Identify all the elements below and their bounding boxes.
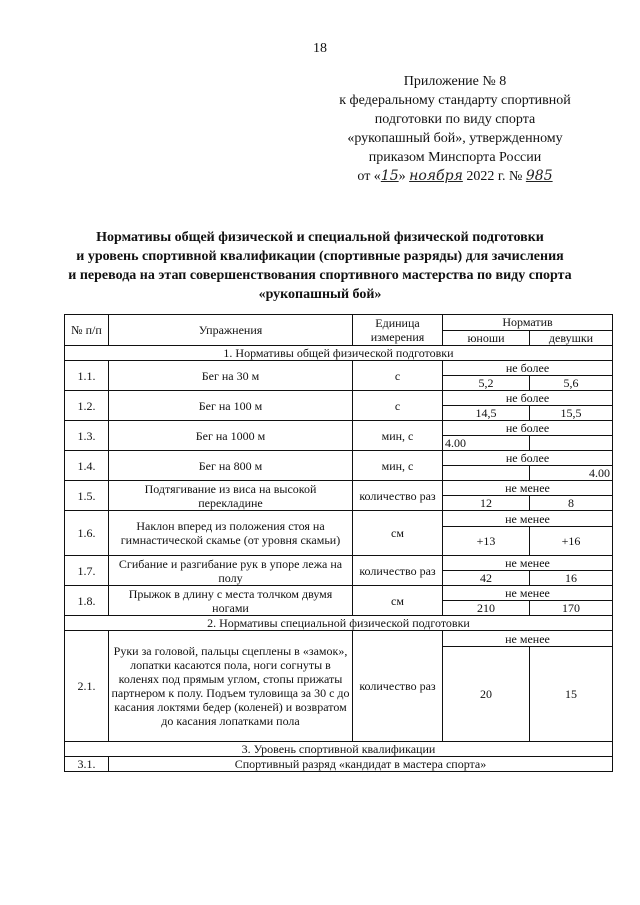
row-boys-value: 14,5	[443, 406, 530, 421]
row-girls-value: 170	[530, 601, 613, 616]
row-girls-value: 15,5	[530, 406, 613, 421]
row-condition: не менее	[443, 631, 613, 647]
row-boys-value	[443, 466, 530, 481]
section-heading: 1. Нормативы общей физической подготовки	[65, 346, 613, 361]
row-girls-value: 16	[530, 571, 613, 586]
row-unit: с	[353, 361, 443, 391]
row-unit: см	[353, 511, 443, 556]
row-qualification: Спортивный разряд «кандидат в мастера спорта»	[109, 757, 613, 772]
row-girls-value: +16	[530, 527, 613, 556]
date-day: 15	[380, 168, 399, 184]
document-title	[40, 228, 600, 304]
row-unit: количество раз	[353, 556, 443, 586]
header-exercise: Упражнения	[109, 315, 353, 346]
row-boys-value: 4.00	[443, 436, 530, 451]
row-boys-value: 210	[443, 601, 530, 616]
row-boys-value: 12	[443, 496, 530, 511]
row-girls-value	[530, 436, 613, 451]
row-exercise: Бег на 30 м	[109, 361, 353, 391]
row-unit: мин, с	[353, 451, 443, 481]
row-exercise: Наклон вперед из положения стоя на гимнастической скамье (от уровня скамьи)	[109, 511, 353, 556]
row-girls-value: 5,6	[530, 376, 613, 391]
appendix-line: приказом Минспорта России	[368, 150, 542, 165]
row-unit: количество раз	[353, 631, 443, 742]
row-unit: количество раз	[353, 481, 443, 511]
row-num: 3.1.	[65, 757, 109, 772]
row-num: 2.1.	[65, 631, 109, 742]
header-boys: юноши	[443, 330, 530, 346]
row-condition: не более	[443, 421, 613, 436]
appendix-header	[300, 72, 610, 186]
date-year: 2022 г. №	[466, 169, 523, 184]
row-condition: не менее	[443, 481, 613, 496]
row-num: 1.5.	[65, 481, 109, 511]
row-num: 1.7.	[65, 556, 109, 586]
row-exercise: Бег на 1000 м	[109, 421, 353, 451]
row-unit: см	[353, 586, 443, 616]
order-number: 985	[525, 168, 553, 184]
title-line: и перевода на этап совершенствования спортивного мастерства по виду спорта	[68, 268, 572, 283]
section-heading: 2. Нормативы специальной физической подготовки	[65, 616, 613, 631]
row-condition: не более	[443, 361, 613, 376]
row-girls-value: 4.00	[530, 466, 613, 481]
date-prefix: от «	[357, 169, 381, 184]
row-exercise: Бег на 800 м	[109, 451, 353, 481]
row-exercise: Подтягивание из виса на высокой перекладине	[109, 481, 353, 511]
row-exercise: Сгибание и разгибание рук в упоре лежа на полу	[109, 556, 353, 586]
row-num: 1.2.	[65, 391, 109, 421]
header-unit: Единица измерения	[353, 315, 443, 346]
page-number: 18	[313, 41, 327, 56]
order-date-line	[300, 167, 610, 186]
row-condition: не более	[443, 391, 613, 406]
norms-table	[64, 314, 613, 772]
row-num: 1.3.	[65, 421, 109, 451]
row-num: 1.8.	[65, 586, 109, 616]
appendix-line: «рукопашный бой», утвержденному	[347, 131, 563, 146]
row-boys-value: 5,2	[443, 376, 530, 391]
header-norm: Норматив	[443, 315, 613, 331]
title-line: «рукопашный бой»	[258, 287, 382, 302]
row-girls-value: 15	[530, 647, 613, 742]
date-mid: »	[398, 169, 406, 184]
row-condition: не менее	[443, 511, 613, 527]
header-num: № п/п	[65, 315, 109, 346]
header-girls: девушки	[530, 330, 613, 346]
row-exercise: Прыжок в длину с места толчком двумя ногами	[109, 586, 353, 616]
section-heading: 3. Уровень спортивной квалификации	[65, 742, 613, 757]
row-boys-value: 42	[443, 571, 530, 586]
row-num: 1.6.	[65, 511, 109, 556]
appendix-title: Приложение № 8	[403, 74, 507, 89]
title-line: и уровень спортивной квалификации (спортивные разряды) для зачисления	[76, 249, 564, 264]
row-exercise: Руки за головой, пальцы сцеплены в «замок», лопатки касаются пола, ноги согнуты в коленях под прямым углом, стопы прижаты партнером к полу. Подъем туловища за 30 с до касания локтями бедер (коленей) и возвратом до касания лопатками пола	[109, 631, 353, 742]
title-line: Нормативы общей физической и специальной физической подготовки	[96, 230, 544, 245]
row-num: 1.1.	[65, 361, 109, 391]
row-condition: не более	[443, 451, 613, 466]
date-month: ноября	[409, 168, 463, 184]
appendix-line: подготовки по виду спорта	[374, 112, 536, 127]
row-unit: мин, с	[353, 421, 443, 451]
row-boys-value: +13	[443, 527, 530, 556]
row-num: 1.4.	[65, 451, 109, 481]
row-exercise: Бег на 100 м	[109, 391, 353, 421]
row-condition: не менее	[443, 586, 613, 601]
row-unit: с	[353, 391, 443, 421]
appendix-line: к федеральному стандарту спортивной	[339, 93, 571, 108]
row-girls-value: 8	[530, 496, 613, 511]
row-condition: не менее	[443, 556, 613, 571]
row-boys-value: 20	[443, 647, 530, 742]
